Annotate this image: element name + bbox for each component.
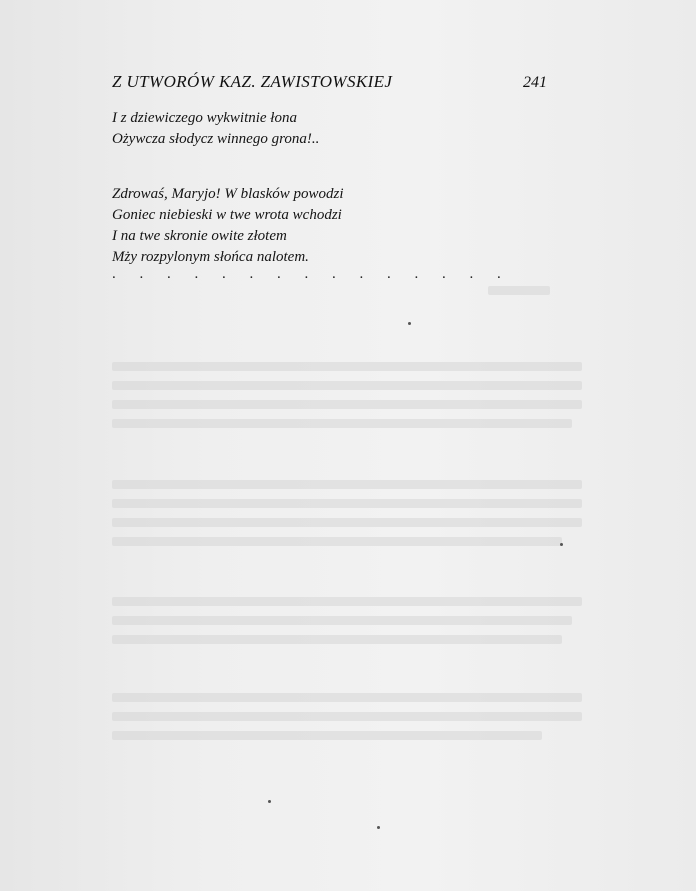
running-head: Z UTWORÓW KAZ. ZAWISTOWSKIEJ xyxy=(112,72,393,91)
paper-speck xyxy=(377,826,380,829)
paper-speck xyxy=(268,800,271,803)
verse-line: Ożywcza słodycz winnego grona!.. xyxy=(112,131,320,147)
verse-line: Mży rozpylonym słońca nalotem. xyxy=(112,249,309,265)
page-number: 241 xyxy=(523,74,547,91)
stanza-1 xyxy=(112,108,319,150)
verse-line: Zdrowaś, Maryjo! W blasków powodzi xyxy=(112,186,344,202)
verse-line: I z dziewiczego wykwitnie łona xyxy=(112,110,297,126)
verse-line: I na twe skronie owite złotem xyxy=(112,228,287,244)
paper-speck xyxy=(560,543,563,546)
verse-line: Goniec niebieski w twe wrota wchodzi xyxy=(112,207,342,223)
stanza-2 xyxy=(112,184,344,268)
ellipsis-divider: . . . . . . . . . . . . . . . xyxy=(112,266,511,282)
paper-speck xyxy=(408,322,411,325)
